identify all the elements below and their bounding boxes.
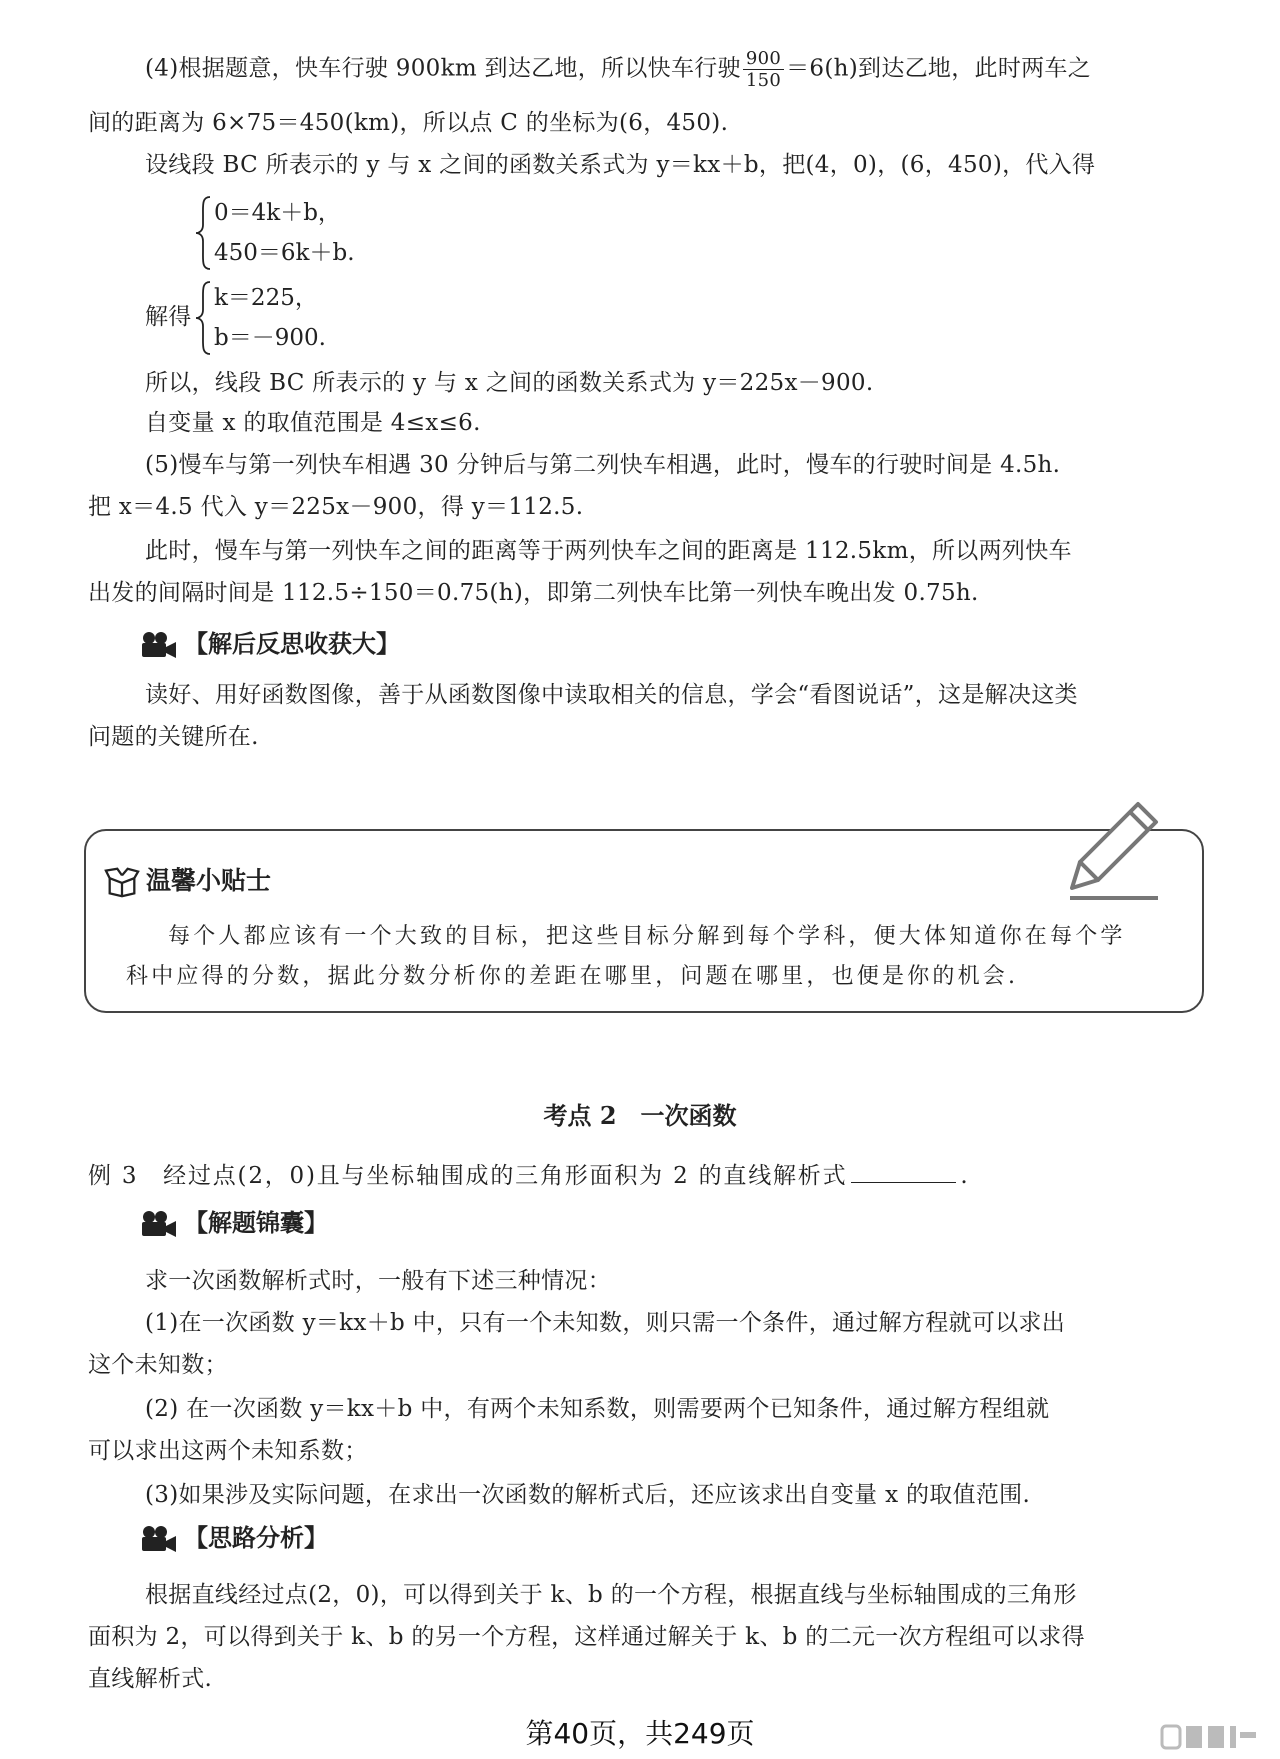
part4-line-2: 间的距离为 6×75＝450(km)，所以点 C 的坐标为(6，450). xyxy=(88,110,729,136)
tips-line-5: 可以求出这两个未知系数； xyxy=(88,1438,368,1464)
watermark-logo-icon xyxy=(1160,1722,1260,1752)
part4-line-1-text: (4)根据题意，快车行驶 900km 到达乙地，所以快车行驶 xyxy=(145,55,741,82)
tips-heading xyxy=(140,1207,328,1239)
part5-line-3: 此时，慢车与第一列快车之间的距离等于两列快车之间的距离是 112.5km，所以两列快车 xyxy=(145,538,1072,564)
analysis-line-1: 根据直线经过点(2，0)，可以得到关于 k、b 的一个方程，根据直线与坐标轴围成的三角形 xyxy=(145,1582,1077,1608)
analysis-heading-text: 【思路分析】 xyxy=(184,1524,328,1552)
part4-line-1 xyxy=(145,48,1091,91)
reflect-heading xyxy=(140,628,400,660)
solve-label: 解得 xyxy=(145,304,192,330)
system1-eq2: 450＝6k＋b. xyxy=(214,240,355,266)
fraction-900-over-150 xyxy=(743,48,784,91)
tip-line-2: 科中应得的分数，据此分数分析你的差距在哪里，问题在哪里，也便是你的机会. xyxy=(126,964,1019,989)
film-camera-icon xyxy=(140,631,178,659)
section-title: 考点 2 一次函数 xyxy=(543,1101,737,1130)
reflect-line-1: 读好、用好函数图像，善于从函数图像中读取相关的信息，学会“看图说话”，这是解决这类 xyxy=(145,682,1078,708)
example-3-text: 例 3 经过点(2，0)且与坐标轴围成的三角形面积为 2 的直线解析式 xyxy=(88,1163,848,1189)
analysis-line-3: 直线解析式. xyxy=(88,1666,213,1692)
tip-box xyxy=(84,829,1204,1013)
tips-line-3: 这个未知数； xyxy=(88,1352,228,1378)
fraction-denominator: 150 xyxy=(745,70,782,91)
tip-title-text: 温馨小贴士 xyxy=(146,866,272,895)
page-number: 第40页，共249页 xyxy=(525,1717,755,1750)
part5-line-1: (5)慢车与第一列快车相遇 30 分钟后与第二列快车相遇，此时，慢车的行驶时间是 4.5h. xyxy=(145,452,1061,478)
system1-eq1: 0＝4k＋b， xyxy=(214,200,341,226)
example-3 xyxy=(88,1160,970,1191)
tips-line-6: (3)如果涉及实际问题，在求出一次函数的解析式后，还应该求出自变量 x 的取值范围. xyxy=(145,1482,1031,1508)
fraction-numerator: 900 xyxy=(743,48,784,70)
equation-system-1 xyxy=(214,193,355,273)
tip-title xyxy=(104,865,271,898)
film-camera-icon xyxy=(140,1210,178,1238)
part4-line-3: 设线段 BC 所表示的 y 与 x 之间的函数关系式为 y＝kx＋b，把(4，0)，(6，450)，代入得 xyxy=(145,152,1096,178)
open-box-icon xyxy=(104,866,140,898)
tips-heading-text: 【解题锦囊】 xyxy=(184,1209,328,1237)
example-3-tail: . xyxy=(960,1163,970,1189)
part5-line-4: 出发的间隔时间是 112.5÷150＝0.75(h)，即第二列快车比第一列快车晚出发 0.75h. xyxy=(88,580,979,606)
system2-eq1: k＝225， xyxy=(214,285,318,311)
tips-line-2: (1)在一次函数 y＝kx＋b 中，只有一个未知数，则只需一个条件，通过解方程就可以求出 xyxy=(145,1310,1066,1336)
tip-line-1: 每个人都应该有一个大致的目标，把这些目标分解到每个学科，便大体知道你在每个学 xyxy=(168,924,1126,949)
pencil-icon xyxy=(1058,796,1168,908)
analysis-heading xyxy=(140,1522,328,1554)
part4-line-5: 自变量 x 的取值范围是 4≤x≤6. xyxy=(145,410,481,436)
reflect-heading-text: 【解后反思收获大】 xyxy=(184,630,400,658)
equation-system-2 xyxy=(214,278,326,358)
left-brace-icon xyxy=(194,280,212,356)
left-brace-icon xyxy=(194,195,212,271)
part4-line-1-tail: ＝6(h)到达乙地，此时两车之 xyxy=(786,55,1092,82)
analysis-line-2: 面积为 2，可以得到关于 k、b 的另一个方程，这样通过解关于 k、b 的二元一次方程组可以求得 xyxy=(88,1624,1085,1650)
tips-line-4: (2) 在一次函数 y＝kx＋b 中，有两个未知系数，则需要两个已知条件，通过解方程组就 xyxy=(145,1396,1050,1422)
film-camera-icon xyxy=(140,1525,178,1553)
tips-line-1: 求一次函数解析式时，一般有下述三种情况： xyxy=(145,1268,611,1294)
system2-eq2: b＝－900. xyxy=(214,325,326,351)
part4-line-4: 所以，线段 BC 所表示的 y 与 x 之间的函数关系式为 y＝225x－900. xyxy=(145,370,874,396)
answer-blank[interactable] xyxy=(851,1160,956,1183)
reflect-line-2: 问题的关键所在. xyxy=(88,724,259,750)
part5-line-2: 把 x＝4.5 代入 y＝225x－900，得 y＝112.5. xyxy=(88,494,584,520)
